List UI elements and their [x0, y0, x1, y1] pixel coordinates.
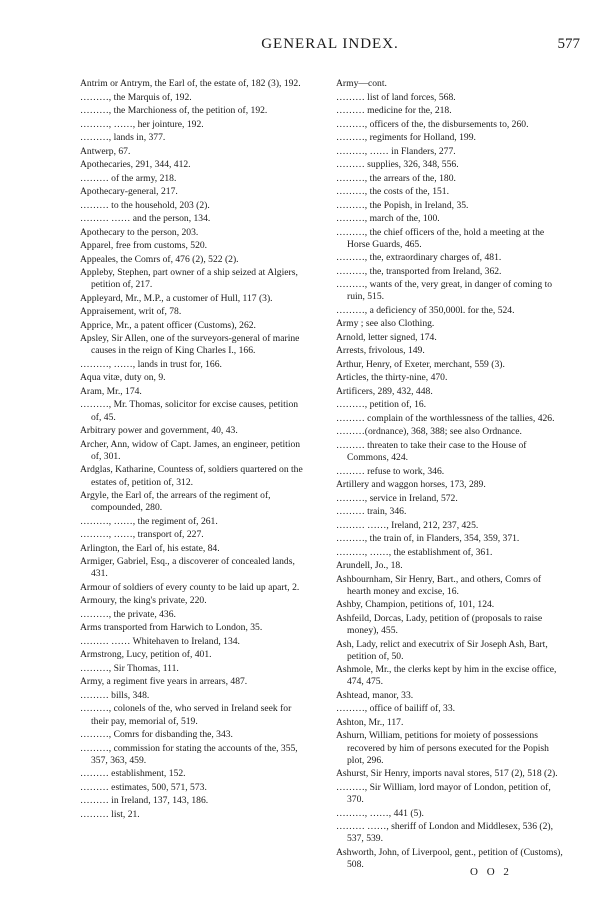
index-entry: Apothecaries, 291, 344, 412.: [80, 159, 191, 170]
index-entry: Ardglas, Katharine, Countess of, soldiers quartered on the estates of, petition of, 312.: [80, 464, 303, 488]
index-entry: Arms transported from Harwich to London, 35.: [80, 622, 263, 634]
index-entry: ……… establishment, 152.: [80, 768, 186, 780]
index-entry: Antwerp, 67.: [80, 145, 131, 157]
index-entry: ………, office of bailiff of, 33.: [336, 703, 456, 715]
index-entry: ……… refuse to work, 346.: [336, 465, 445, 477]
index-entry: ………, ……, the establishment of, 361.: [336, 546, 493, 558]
index-entry: Arthur, Henry, of Exeter, merchant, 559 (3).: [336, 358, 505, 370]
index-entry: Apparel, free from customs, 520.: [80, 240, 208, 251]
index-entry: ………, the costs of the, 151.: [336, 186, 449, 197]
index-entry: ………, the train of, in Flanders, 354, 359, 371.: [336, 533, 520, 545]
index-entry: Arnold, letter signed, 174.: [336, 331, 437, 343]
index-entry: Ashmole, Mr., the clerks kept by him in the excise office, 474, 475.: [336, 664, 557, 688]
index-entry: Arundell, Jo., 18.: [336, 560, 403, 572]
index-entry: ………, Sir Thomas, 111.: [80, 662, 179, 674]
index-entry: ………, the, extraordinary charges of, 481.: [336, 252, 502, 264]
index-entry: Argyle, the Earl of, the arrears of the regiment of, compounded, 280.: [80, 490, 271, 514]
index-entry: Armoury, the king's private, 220.: [80, 595, 207, 607]
index-entry: ………, ……, lands in trust for, 166.: [80, 358, 222, 370]
index-entry: Ashworth, John, of Liverpool, gent., petition of (Customs), 508.: [336, 846, 563, 870]
index-entry: ………, ……, transport of, 227.: [80, 529, 204, 541]
index-entry: Army—cont.: [336, 78, 387, 89]
index-entry: ……… ……, sheriff of London and Middlesex, 536 (2), 537, 539.: [336, 821, 553, 845]
page-number: 577: [557, 36, 580, 52]
index-entry: ……… supplies, 326, 348, 556.: [336, 159, 459, 170]
index-entry: Appeales, the Comrs of, 476 (2), 522 (2).: [80, 253, 239, 265]
index-entry: Ashurst, Sir Henry, imports naval stores, 517 (2), 518 (2).: [336, 768, 558, 780]
index-entry: Aram, Mr., 174.: [80, 385, 142, 397]
index-entry: ……… in Ireland, 137, 143, 186.: [80, 795, 209, 807]
index-entry: ………, march of the, 100.: [336, 213, 440, 224]
index-entry: Artillery and waggon horses, 173, 289.: [336, 479, 486, 491]
index-entry: Apothecary-general, 217.: [80, 186, 178, 197]
index-entry: ………, officers of the, the disbursements to, 260.: [336, 118, 529, 130]
index-entry: ………, ……, her jointure, 192.: [80, 118, 204, 130]
index-entry: ……… threaten to take their case to the House of Commons, 424.: [336, 439, 527, 464]
index-entry: ……… list, 21.: [80, 808, 140, 820]
index-entry: Ashbournham, Sir Henry, Bart., and others, Comrs of hearth money and excise, 16.: [336, 573, 542, 597]
index-entry: Ashfeild, Dorcas, Lady, petition of (proposals to raise money), 455.: [336, 612, 543, 637]
index-entry: ……… medicine for the, 218.: [336, 105, 452, 116]
index-entry: ………, the Marquis of, 192.: [80, 91, 192, 103]
index-entry: Ash, Lady, relict and executrix of Sir Joseph Ash, Bart, petition of, 50.: [336, 638, 548, 662]
index-entry: Army, a regiment five years in arrears, 487.: [80, 676, 248, 688]
index-entry: ……… train, 346.: [336, 506, 407, 518]
index-entry: ………, the Popish, in Ireland, 35.: [336, 199, 469, 211]
index-entry: ………, Comrs for disbanding the, 343.: [80, 729, 233, 741]
index-entry: ……… of the army, 218.: [80, 172, 177, 184]
index-entry: Armour of soldiers of every county to be laid up apart, 2.: [80, 581, 300, 593]
index-entry: ………, Mr. Thomas, solicitor for excise causes, petition of, 45.: [80, 399, 299, 423]
index-entry: Armstrong, Lucy, petition of, 401.: [80, 649, 212, 661]
index-entry: ………, regiments for Holland, 199.: [336, 132, 476, 143]
index-entry: ……… list of land forces, 568.: [336, 91, 456, 103]
index-entry: ……… …… and the person, 134.: [80, 213, 211, 224]
index-entry: ……… ……, Ireland, 212, 237, 425.: [336, 519, 479, 531]
index-entry: ………, Sir William, lord mayor of London, petition of, 370.: [336, 781, 551, 806]
index-entry: Army ; see also Clothing.: [336, 318, 435, 330]
index-entry: ………, the Marchioness of, the petition of, 192.: [80, 105, 268, 116]
index-entry: ………, ……, 441 (5).: [336, 807, 424, 819]
index-entry: Arbitrary power and government, 40, 43.: [80, 425, 238, 437]
signature-mark: O O 2: [470, 866, 512, 878]
index-entry: ………, colonels of the, who served in Ireland seek for their pay, memorial of, 519.: [80, 703, 292, 727]
index-entry: ………, the, transported from Ireland, 362.: [336, 265, 502, 277]
index-entry: ………, …… in Flanders, 277.: [336, 145, 456, 157]
index-entry: Artificers, 289, 432, 448.: [336, 385, 433, 397]
index-entry: ………, lands in, 377.: [80, 132, 166, 143]
index-entry: Antrim or Antrym, the Earl of, the estate of, 182 (3), 192.: [80, 78, 301, 89]
index-entry: Articles, the thirty-nine, 470.: [336, 372, 448, 384]
index-entry: ………, wants of the, very great, in danger of coming to ruin, 515.: [336, 279, 553, 303]
index-entry: ………, ……, the regiment of, 261.: [80, 515, 218, 527]
index-entry: ………, petition of, 16.: [336, 399, 427, 411]
index-entry: Arlington, the Earl of, his estate, 84.: [80, 542, 220, 554]
index-entry: Apsley, Sir Allen, one of the surveyors-general of marine causes in the reign of King Charles I., 166.: [80, 333, 300, 357]
index-entry: ……… to the household, 203 (2).: [80, 199, 210, 211]
page-title: GENERAL INDEX.: [261, 36, 399, 52]
index-entry: Appleby, Stephen, part owner of a ship seized at Algiers, petition of, 217.: [80, 267, 298, 291]
page-header: [80, 36, 580, 66]
index-entry: Aqua vitæ, duty on, 9.: [80, 372, 166, 384]
index-entry: ………, service in Ireland, 572.: [336, 492, 458, 504]
index-entry: Archer, Ann, widow of Capt. James, an engineer, petition of, 301.: [80, 438, 301, 462]
index-entry: Apothecary to the person, 203.: [80, 226, 199, 238]
index-entry: ……… …… Whitehaven to Ireland, 134.: [80, 635, 240, 647]
index-entry: ……… complain of the worthlessness of the tallies, 426.: [336, 412, 555, 424]
index-entry: Ashurn, William, petitions for moiety of possessions recovered by him of persons executed for the Popish plot, 296.: [336, 730, 549, 766]
index-entry: ………, commission for stating the accounts of the, 355, 357, 363, 459.: [80, 742, 298, 766]
index-entry: Ashtead, manor, 33.: [336, 689, 414, 701]
index-entry: Apprice, Mr., a patent officer (Customs), 262.: [80, 319, 256, 331]
index-entry: ………, a deficiency of 350,000l. for the, 524.: [336, 304, 515, 316]
index-entry: ……… estimates, 500, 571, 573.: [80, 781, 207, 793]
index-entry: Ashby, Champion, petitions of, 101, 124.: [336, 599, 495, 611]
index-column-right: [336, 78, 564, 872]
index-entry: ……… bills, 348.: [80, 689, 150, 701]
index-entry: ………, the chief officers of the, hold a meeting at the Horse Guards, 465.: [336, 226, 545, 250]
index-entry: Arrests, frivolous, 149.: [336, 345, 425, 357]
index-entry: Appraisement, writ of, 78.: [80, 306, 182, 318]
index-column-left: [80, 78, 308, 822]
index-entry: Appleyard, Mr., M.P., a customer of Hull, 117 (3).: [80, 292, 273, 304]
index-entry: ………, the private, 436.: [80, 608, 176, 620]
index-entry: ………, the arrears of the, 180.: [336, 172, 456, 184]
index-entry: Armiger, Gabriel, Esq., a discoverer of concealed lands, 431.: [80, 556, 295, 580]
index-entry: ………(ordnance), 368, 388; see also Ordnance.: [336, 426, 522, 438]
index-entry: Ashton, Mr., 117.: [336, 716, 404, 728]
